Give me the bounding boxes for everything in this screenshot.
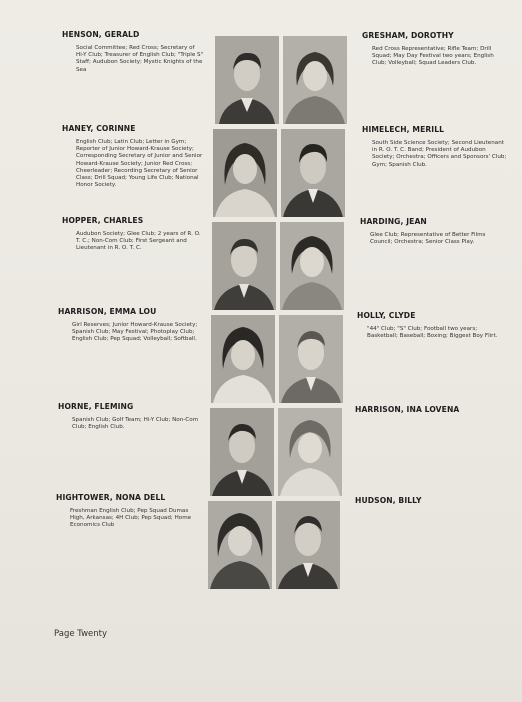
student-name: HARDING, JEAN [360,217,427,226]
student-activities: "44" Club; "S" Club; Football two years; Basketball; Baseball; Boxing; Biggest Boy Flirt. [367,326,498,340]
entry-haney-corinne [62,124,204,189]
entry-himelech-merill [362,125,508,169]
student-activities: English Club; Latin Club; Letter in Gym; Reporter of Junior Howard-Krause Society; Corresponding Secretary of Junior and Senior Howard-Krause Society; Junior Red Cross; Cheerleader; Recording Secretary of Senior Class; Drill Squad; Young Life Club; National Honor Society. [76,139,203,189]
student-name: HENSON, GERALD [62,30,140,39]
portrait-photo [279,315,343,403]
entry-hudson-billy [355,496,505,511]
student-activities: Glee Club; Representative of Better Films Council; Orchestra; Senior Class Play. [370,232,486,246]
student-activities: Red Cross Representative; Rifle Team; Drill Squad; May Day Festival two years; English Club; Volleyball; Squad Leaders Club. [372,46,494,67]
portrait-photo [278,408,342,496]
student-activities: Girl Reserves; Junior Howard-Krause Society; Spanish Club; May Festival; Photoplay Club; English Club; Pep Squad; Volleyball; Softball. [72,322,198,343]
student-activities: Spanish Club; Golf Team; Hi-Y Club; Non-Com Club; English Club. [72,417,199,431]
student-activities: Social Committee; Red Cross; Secretary of Hi-Y Club; Treasurer of English Club; "Triple S" Staff; Audubon Society; Mystic Knights of the Sea [76,45,204,73]
student-name: HOPPER, CHARLES [62,216,144,225]
portrait-photo [280,222,344,310]
entry-hightower-nona-dell [56,493,200,530]
student-activities: Audubon Society; Glee Club; 2 years of R. O. T. C.; Non-Com Club; First Sergeant and Lieutenant in R. O. T. C. [76,231,201,252]
entry-harding-jean [360,217,508,246]
student-name: HIMELECH, MERILL [362,125,445,134]
entry-horne-fleming [58,402,202,431]
student-name: HARRISON, EMMA LOU [58,307,157,316]
entry-holly-clyde [357,311,505,340]
student-name: HARRISON, INA LOVENA [355,405,460,414]
portrait-photo [208,501,272,589]
student-activities: South Side Science Society; Second Lieutenant in R. O. T. C. Band; President of Audubon Society; Orchestra; Officers and Sponsors' Club; Gym; Spanish Club. [372,140,507,168]
portrait-photo [215,36,279,124]
student-name: HUDSON, BILLY [355,496,422,505]
entry-harrison-emma-lou [58,307,202,344]
portrait-photo [213,129,277,217]
entry-hopper-charles [62,216,204,253]
portrait-photo [276,501,340,589]
portrait-photo [211,315,275,403]
page-number: Page Twenty [54,629,107,639]
entry-gresham-dorothy [362,31,508,68]
entry-henson-gerald [62,30,204,74]
student-name: HANEY, CORINNE [62,124,136,133]
entry-harrison-ina-lovena [355,405,505,420]
student-name: HOLLY, CLYDE [357,311,416,320]
student-name: GRESHAM, DOROTHY [362,31,454,40]
student-name: HORNE, FLEMING [58,402,134,411]
student-name: HIGHTOWER, NONA DELL [56,493,166,502]
portrait-photo [212,222,276,310]
portrait-photo [210,408,274,496]
portrait-photo [281,129,345,217]
student-activities: Freshman English Club; Pep Squad Dumas High, Arkansas; 4H Club; Pep Squad; Home Economics Club [70,508,192,529]
portrait-photo [283,36,347,124]
